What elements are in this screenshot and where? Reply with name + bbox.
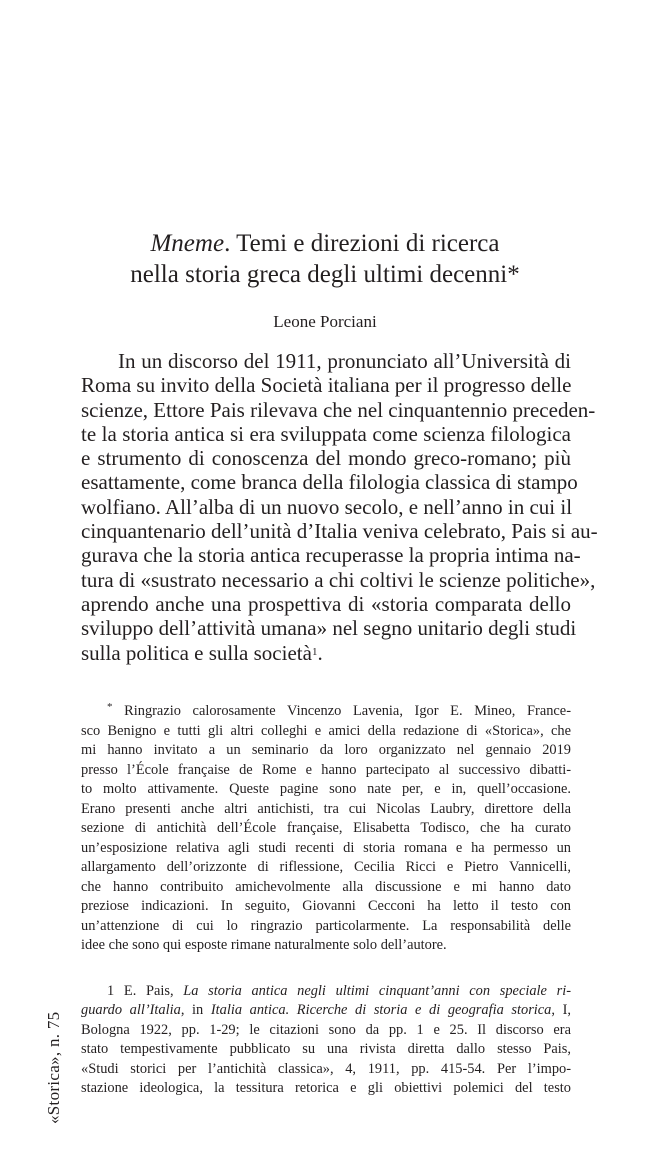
footnote-line: allargamento dell’orizzonte di riflessione, Cecilia Ricci e Pietro Vannicelli, — [81, 859, 571, 875]
footnote-line — [81, 702, 571, 722]
footnote-line: sco Benigno e tutti gli altri colleghi e amici della redazione di «Storica», che — [81, 722, 571, 739]
footnote-1-marker: 1 — [107, 982, 115, 999]
footnote-1-italic-title-end: guardo all’Italia — [81, 1002, 181, 1018]
body-line: te la storia antica si era sviluppata come scienza filologica — [81, 421, 571, 446]
body-line: Roma su invito della Società italiana per il progresso delle — [81, 373, 572, 398]
title-italic-word: Mneme — [150, 230, 225, 257]
footnotes — [81, 702, 571, 1099]
footnote-line: presso l’École française de Rome e hanno partecipato al successivo dibatti- — [81, 761, 571, 778]
body-last-line-end: . — [317, 640, 323, 665]
footnote-line: «Studi storici per l’antichità classica», 4, 1911, pp. 415-54. Per l’impo- — [81, 1060, 571, 1077]
title-line-2-text: nella storia greca degli ultimi decenni — [130, 261, 508, 288]
body-line: sviluppo dell’attività umana» nel segno unitario degli studi — [81, 616, 577, 641]
footnote-line: preziose indicazioni. In seguito, Giovanni Cecconi ha letto il testo con — [81, 898, 571, 914]
body-line: esattamente, come branca della filologia classica di stampo — [81, 470, 578, 495]
footnote-1-text: , in — [180, 1002, 211, 1018]
footnote-line: stato tempestivamente pubblicato su una rivista diretta dallo stesso Pais, — [81, 1041, 571, 1057]
body-line: e strumento di conoscenza del mondo greco-romano; più — [81, 446, 571, 471]
body-last-line-text: sulla politica e sulla società — [81, 640, 312, 665]
footnote-line: un’attenzione di cui lo ringrazio particolarmente. La responsabilità delle — [81, 917, 571, 934]
footnote-line: Bologna 1922, pp. 1-29; le citazioni sono da pp. 1 e 25. Il discorso era — [81, 1021, 571, 1038]
body-line: tura di «sustrato necessario a chi coltivi le scienze politiche», — [81, 567, 596, 592]
footnote-star-line-0: Ringrazio calorosamente Vincenzo Lavenia, Igor E. Mineo, France- — [124, 703, 571, 719]
title-footnote-marker: * — [507, 261, 520, 288]
footnote-line — [81, 982, 571, 1002]
author-name: Leone Porciani — [273, 312, 377, 331]
footnote-line: mi hanno invitato a un seminario da loro organizzato nel gennaio 2019 — [81, 742, 571, 758]
footnote-star-marker: * — [107, 701, 113, 713]
body-paragraph — [81, 349, 598, 665]
footnote-line: che hanno contribuito amichevolmente alla discussione e mi hanno dato — [81, 878, 571, 895]
footnote-1-italic-title: La storia antica negli ultimi cinquant’anni con speciale ri- — [183, 982, 571, 999]
footnote-line — [81, 1001, 571, 1021]
footnote-1-italic-journal: Italia antica. Ricerche di storia e di geografia storica — [210, 1002, 552, 1018]
title-line-1-rest: . Temi e direzioni di ricerca — [224, 230, 500, 257]
footnote-line: un’esposizione relativa agli studi recenti di storia romana e ha permesso un — [81, 839, 571, 856]
body-line: aprendo anche una prospettiva di «storia comparata dello — [81, 591, 571, 616]
article-title — [75, 228, 575, 290]
footnote-line: to molto attivamente. Queste pagine sono nate per, e in, quell’occasione. — [81, 781, 571, 797]
title-line-2 — [75, 259, 575, 290]
footnote-line: idee che sono qui esposte rimane naturalmente solo dell’autore. — [81, 937, 447, 953]
footnote-1-text: , I, — [551, 1002, 571, 1018]
body-line: wolfiano. All’alba di un nuovo secolo, e nell’anno in cui il — [81, 494, 573, 519]
body-line: In un discorso del 1911, pronunciato all’Università di — [118, 349, 571, 373]
footnote-star — [81, 702, 571, 956]
footnote-1-text: E. Pais, — [123, 982, 184, 999]
footnote-ref-1[interactable]: 1 — [311, 645, 318, 658]
body-line: scienze, Ettore Pais rilevava che nel cinquantennio preceden- — [81, 397, 596, 422]
footnote-line: Erano presenti anche altri antichisti, tra cui Nicolas Laubry, direttore della — [81, 800, 571, 817]
footnote-line: sezione di antichità dell’École française, Elisabetta Todisco, che ha curato — [81, 820, 571, 836]
body-line: cinquantenario dell’unità d’Italia veniva celebrato, Pais si au- — [81, 519, 598, 544]
journal-running-head: «Storica», n. 75 — [44, 1011, 63, 1124]
footnote-1 — [81, 982, 571, 1099]
body-last-line — [81, 641, 571, 665]
body-line: gurava che la storia antica recuperasse la propria intima na- — [81, 543, 581, 568]
footnote-line: stazione ideologica, la tessitura retorica e gli obiettivi polemici del testo — [81, 1080, 571, 1096]
title-line-1 — [75, 228, 575, 259]
